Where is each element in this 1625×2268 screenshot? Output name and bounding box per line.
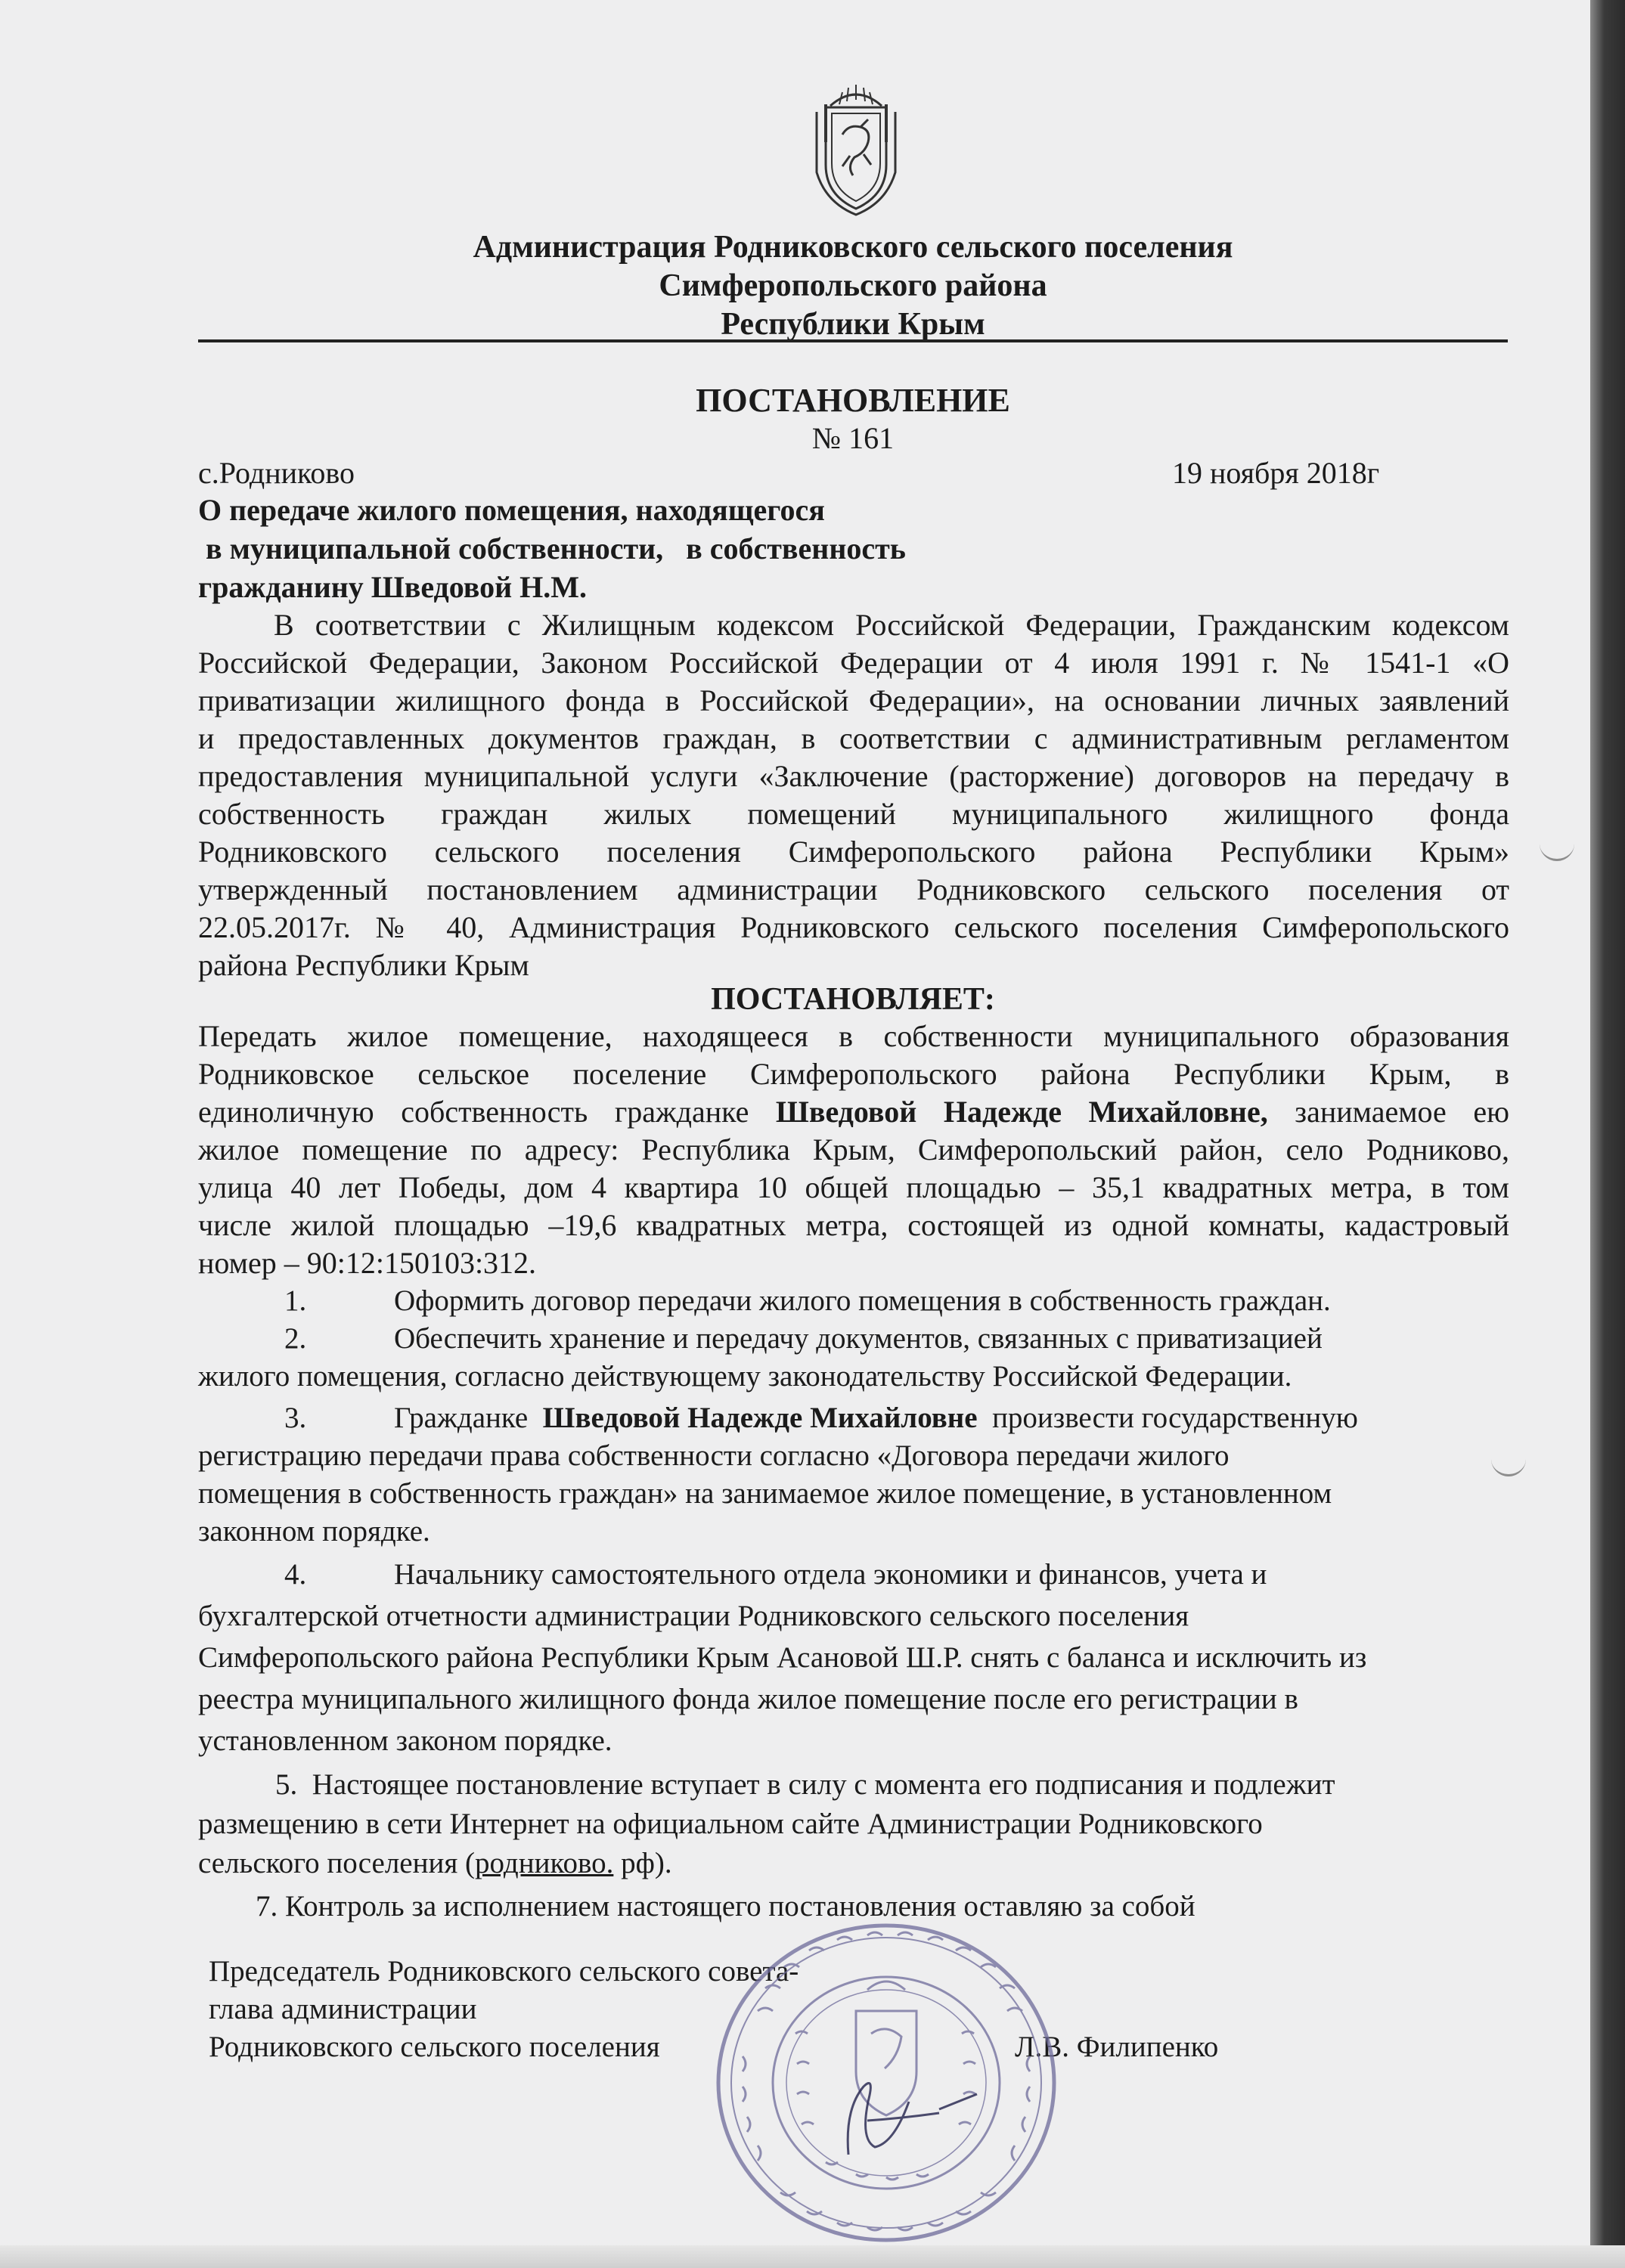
coat-of-arms-emblem — [803, 82, 909, 216]
signatory-name: Л.В. Филипенко — [1015, 2031, 1219, 2063]
point-4-cont: Симферопольского района Республики Крым Асановой Ш.Р. снять с баланса и исключить из — [198, 1641, 1367, 1674]
subject-line: О передаче жилого помещения, находящегося — [198, 493, 825, 527]
decision-line: числе жилой площадью –19,6 квадратных метра, состоящей из одной комнаты, кадастровый — [198, 1208, 1509, 1242]
signatory-position: Родниковского сельского поселения — [209, 2031, 660, 2063]
preamble-line: приватизации жилищного фонда в Российской Федерации», на основании личных заявлений — [198, 683, 1509, 717]
signatory-position: Председатель Родниковского сельского совета- — [209, 1955, 799, 1988]
preamble-line: собственность граждан жилых помещений муниципального жилищного фонда — [198, 797, 1509, 831]
decision-text: единоличную собственность гражданке — [198, 1095, 776, 1129]
point-3-cont: регистрацию передачи права собственности согласно «Договора передачи жилого — [198, 1439, 1230, 1472]
point-text: Оформить договор передачи жилого помещения в собственность граждан. — [394, 1284, 1331, 1317]
citizen-name: Шведовой Надежде Михайловне, — [775, 1095, 1268, 1129]
subject-line: гражданину Шведовой Н.М. — [198, 570, 588, 604]
preamble-paragraph — [198, 606, 1509, 984]
point-1 — [209, 1282, 1517, 1320]
decision-line: Родниковское сельское поселение Симферопольского района Республики Крым, в — [198, 1057, 1509, 1091]
decision-line: жилое помещение по адресу: Республика Крым, Симферопольский район, село Родниково, — [198, 1132, 1509, 1167]
preamble-line: и предоставленных документов граждан, в соответствии с административным регламентом — [198, 721, 1509, 755]
point-number: 3. — [284, 1402, 307, 1434]
document-date: 19 ноября 2018г — [1172, 456, 1380, 490]
point-5: 5. Настоящее постановление вступает в силу с момента его подписания и подлежит — [275, 1768, 1335, 1801]
point-5-cont: размещению в сети Интернет на официальном сайте Администрации Родниковского — [198, 1808, 1263, 1840]
preamble-line: Российской Федерации, Законом Российской Федерации от 4 июля 1991 г. № 1541-1 «О — [198, 646, 1509, 680]
document-number: № 161 — [811, 421, 895, 455]
scan-edge — [1590, 0, 1625, 2268]
point-2-cont: жилого помещения, согласно действующему законодательству Российской Федерации. — [198, 1360, 1292, 1393]
point-text: Начальнику самостоятельного отдела экономики и финансов, учета и — [394, 1558, 1267, 1591]
header-line-3: Республики Крым — [721, 307, 985, 342]
point-4 — [209, 1556, 1517, 1594]
decision-line: номер – 90:12:150103:312. — [198, 1246, 537, 1280]
point-number: 2. — [284, 1322, 307, 1355]
header-divider — [198, 339, 1508, 342]
point-number: 4. — [284, 1558, 307, 1591]
signatory-position: глава администрации — [209, 1993, 477, 2025]
preamble-line: В соответствии с Жилищным кодексом Российской Федерации, Гражданским кодексом — [274, 608, 1509, 642]
decision-line: улица 40 лет Победы, дом 4 квартира 10 общей площадью – 35,1 квадратных метра, в том — [198, 1170, 1509, 1204]
preamble-line: утвержденный постановлением администрации Родниковского сельского поселения от — [198, 872, 1509, 906]
resolves-heading: ПОСТАНОВЛЯЕТ: — [711, 982, 995, 1017]
decision-text: занимаемое ею — [1267, 1095, 1509, 1129]
point-number: 1. — [284, 1284, 307, 1317]
subject-line: в муниципальной собственности, в собственность — [198, 531, 906, 565]
official-seal — [712, 1920, 1060, 2245]
point-4-cont: установленном законом порядке. — [198, 1724, 612, 1757]
point-text: рф). — [613, 1847, 672, 1879]
decision-line: Передать жилое помещение, находящееся в собственности муниципального образования — [198, 1019, 1509, 1053]
point-3-cont: помещения в собственность граждан» на занимаемое жилое помещение, в установленном — [198, 1477, 1332, 1510]
decision-paragraph — [198, 1018, 1509, 1282]
website-link[interactable]: родниково. — [475, 1847, 614, 1879]
point-4-cont: бухгалтерской отчетности администрации Родниковского сельского поселения — [198, 1600, 1189, 1632]
preamble-line: 22.05.2017г. № 40, Администрация Родниковского сельского поселения Симферопольского — [198, 910, 1509, 944]
point-text: Обеспечить хранение и передачу документов, связанных с приватизацией — [394, 1322, 1323, 1355]
point-text: Гражданке — [394, 1402, 543, 1434]
preamble-line: предоставления муниципальной услуги «Заключение (расторжение) договоров на передачу в — [198, 759, 1509, 793]
document-type: ПОСТАНОВЛЕНИЕ — [696, 382, 1010, 419]
point-7: 7. Контроль за исполнением настоящего постановления оставляю за собой — [256, 1890, 1195, 1923]
point-2 — [209, 1320, 1517, 1358]
document-place: с.Родниково — [198, 456, 355, 490]
header-line-2: Симферопольского района — [659, 268, 1047, 303]
point-3-cont: законном порядке. — [198, 1515, 430, 1548]
preamble-line: района Республики Крым — [198, 948, 529, 982]
header-line-1: Администрация Родниковского сельского поселения — [473, 230, 1233, 265]
punch-hole-mark — [1540, 841, 1574, 861]
scan-bottom-edge — [0, 2245, 1625, 2268]
decision-line — [198, 1093, 1509, 1131]
point-text: произвести государственную — [977, 1402, 1358, 1434]
point-5-cont — [198, 1845, 1506, 1882]
point-3 — [209, 1399, 1517, 1437]
preamble-line: Родниковского сельского поселения Симферопольского района Республики Крым» — [198, 835, 1509, 869]
citizen-name: Шведовой Надежде Михайловне — [542, 1402, 978, 1434]
point-4-cont: реестра муниципального жилищного фонда жилое помещение после его регистрации в — [198, 1683, 1298, 1715]
point-text: сельского поселения ( — [198, 1847, 476, 1879]
